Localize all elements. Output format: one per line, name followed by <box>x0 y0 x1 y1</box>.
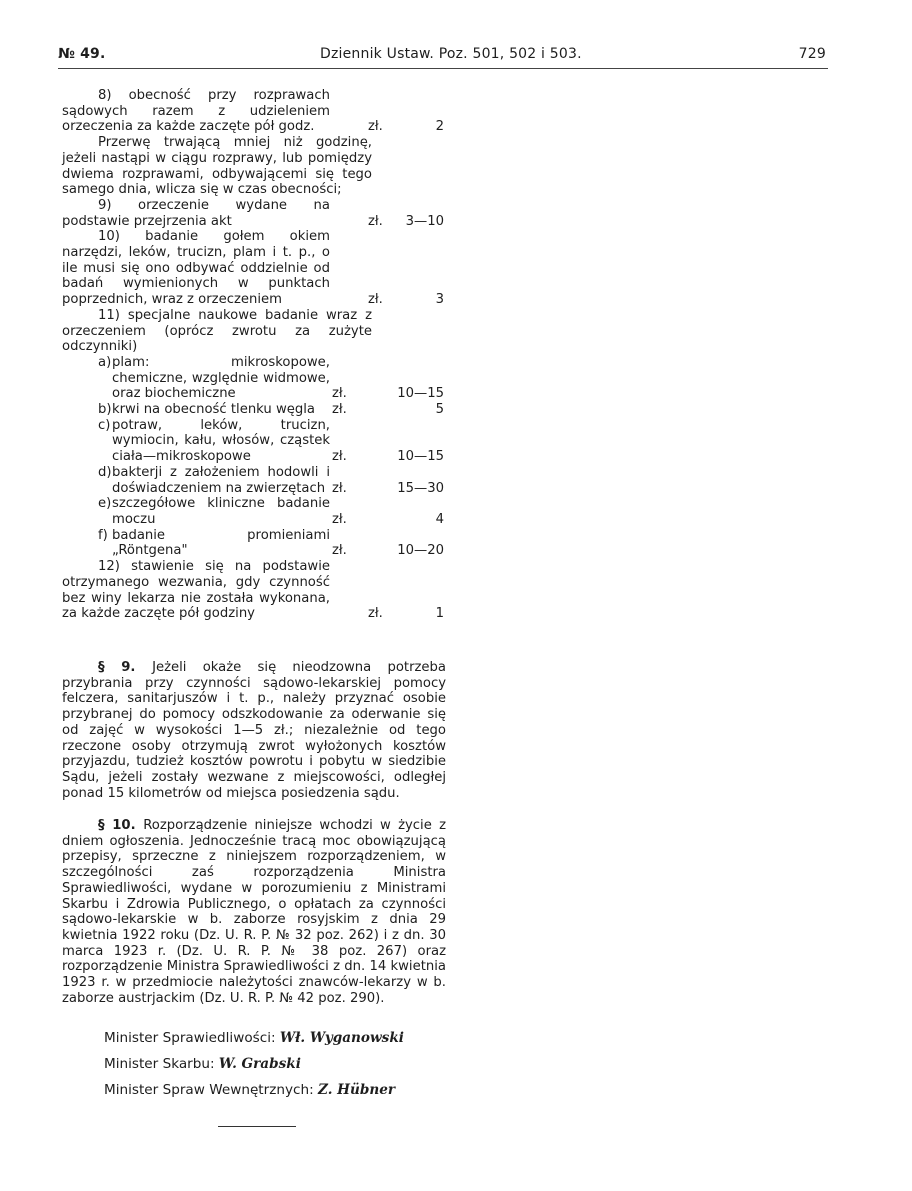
item-11f-currency: zł. <box>332 543 347 559</box>
section-9-text: Jeżeli okaże się nieodzowna potrzeba przybrania przy czynności sądowo-lekarskiej pomocy felczera, sanitarjuszów i t. p., należy przyznać osobie przybranej do pomocy odszkodowanie za oderwanie się od zajęć w wysokości 1—5 zł.; niezależnie od tego rzeczone osoby otrzymują zwrot wyłożonych kosztów przyjazdu, tudzież kosztów powrotu i pobytu w siedzibie Sądu, jeżeli zostały wezwane z miejscowości, odległej ponad 15 kilometrów od miejsca posiedzenia sądu. <box>62 660 446 801</box>
item-11a-text: plam: mikroskopowe, chemiczne, względnie widmowe, oraz biochemiczne <box>112 354 330 402</box>
item-11a <box>62 355 450 402</box>
item-11a-label: a) <box>98 354 112 370</box>
item-12-text: 12) stawienie się na podstawie otrzymanego wezwania, gdy czynność bez winy lekarza nie została wykonana, za każde zaczęte pół godziny <box>62 559 330 622</box>
item-11f <box>62 528 450 559</box>
item-11c-label: c) <box>98 417 111 433</box>
signature-role: Minister Spraw Wewnętrznych: <box>104 1082 314 1098</box>
item-11b-text: krwi na obecność tlenku węgla <box>112 402 315 418</box>
item-11f-label: f) <box>98 527 108 543</box>
item-10-text: 10) badanie gołem okiem narzędzi, leków, trucizn, plam i t. p., o ile musi się ono odbywać oddzielnie od badań wymienionych w punktach poprzednich, wraz z orzeczeniem <box>62 229 330 308</box>
item-9-amount: 3—10 <box>405 213 444 229</box>
section-9-number: § 9. <box>98 660 153 675</box>
item-12 <box>62 559 450 622</box>
item-11a-amount: 10—15 <box>397 386 444 402</box>
item-10-amount: 3 <box>435 292 444 308</box>
item-11b-amount: 5 <box>435 402 444 418</box>
item-11d-text: bakterji z założeniem hodowli i doświadczeniem na zwierzętach <box>112 464 330 496</box>
item-11: 11) specjalne naukowe badanie wraz z orzeczeniem (oprócz zwrotu za zużyte odczynniki) <box>62 307 372 355</box>
item-11c-currency: zł. <box>332 449 347 465</box>
item-11c <box>62 418 450 465</box>
item-8-text: 8) obecność przy rozprawach sądowych razem z udzieleniem orzeczenia za każde zaczęte pół godz. <box>62 88 330 135</box>
item-11b-currency: zł. <box>332 402 347 418</box>
item-8-amount: 2 <box>435 119 444 135</box>
header-rule <box>58 68 828 69</box>
item-8-note: Przerwę trwającą mniej niż godzinę, jeżeli nastąpi w ciągu rozprawy, lub pomiędzy dwiema rozprawami, odbywającemi się tego samego dnia, wlicza się w czas obecności; <box>62 135 372 198</box>
item-11e <box>62 496 450 527</box>
item-11d-currency: zł. <box>332 480 347 496</box>
section-9 <box>62 660 446 801</box>
signature-name: Z. Hübner <box>318 1082 396 1098</box>
section-10 <box>62 818 446 1006</box>
item-11e-label: e) <box>98 496 112 512</box>
journal-title: Dziennik Ustaw. Poz. 501, 502 i 503. <box>320 46 582 62</box>
item-8-currency: zł. <box>368 119 383 135</box>
item-9-currency: zł. <box>368 213 383 229</box>
page-number: 729 <box>798 46 826 62</box>
item-12-amount: 1 <box>435 606 444 622</box>
item-11e-amount: 4 <box>435 511 444 527</box>
item-11a-currency: zł. <box>332 386 347 402</box>
signature-interior <box>104 1082 395 1098</box>
item-8 <box>62 88 450 135</box>
item-10 <box>62 229 450 308</box>
item-9 <box>62 198 450 229</box>
item-11d-label: d) <box>98 464 112 480</box>
item-11d <box>62 465 450 496</box>
item-11c-amount: 10—15 <box>397 449 444 465</box>
signature-name: Wł. Wyganowski <box>279 1030 404 1046</box>
signature-role: Minister Sprawiedliwości: <box>104 1030 276 1046</box>
section-10-number: § 10. <box>98 818 144 833</box>
end-rule <box>218 1126 296 1127</box>
signature-treasury <box>104 1056 301 1072</box>
item-11e-text: szczegółowe kliniczne badanie moczu <box>112 496 330 527</box>
item-11e-currency: zł. <box>332 511 347 527</box>
fee-schedule <box>62 88 450 622</box>
item-11d-amount: 15—30 <box>397 480 444 496</box>
signature-justice <box>104 1030 404 1046</box>
item-11b <box>62 402 450 418</box>
item-11f-text: badanie promieniami „Röntgena" <box>112 527 330 559</box>
item-12-currency: zł. <box>368 606 383 622</box>
item-11b-label: b) <box>98 402 112 418</box>
item-9-text: 9) orzeczenie wydane na podstawie przejrzenia akt <box>62 197 330 229</box>
item-10-currency: zł. <box>368 292 383 308</box>
issue-number: № 49. <box>58 46 106 62</box>
item-11c-text: potraw, leków, trucizn, wymiocin, kału, włosów, cząstek ciała—mikroskopowe <box>112 417 330 465</box>
signature-name: W. Grabski <box>218 1056 301 1072</box>
signature-role: Minister Skarbu: <box>104 1056 215 1072</box>
section-10-text: Rozporządzenie niniejsze wchodzi w życie z dniem ogłoszenia. Jednocześnie tracą moc obowiązującą przepisy, sprzeczne z niniejszem rozporządzeniem, w szczególności zaś rozporządzenia Ministra Sprawiedliwości, wydane w porozumieniu z Ministrami Skarbu i Zdrowia Publicznego, o opłatach za czynności sądowo-lekarskie w b. zaborze rosyjskim z dnia 29 kwietnia 1922 roku (Dz. U. R. P. № 32 poz. 262) i z dn. 30 marca 1923 r. (Dz. U. R. P. № 38 poz. 267) oraz rozporządzenie Ministra Sprawiedliwości z dn. 14 kwietnia 1923 r. w przedmiocie należytości znawców-lekarzy w b. zaborze austrjackim (Dz. U. R. P. № 42 poz. 290). <box>62 818 446 1006</box>
item-11f-amount: 10—20 <box>397 543 444 559</box>
